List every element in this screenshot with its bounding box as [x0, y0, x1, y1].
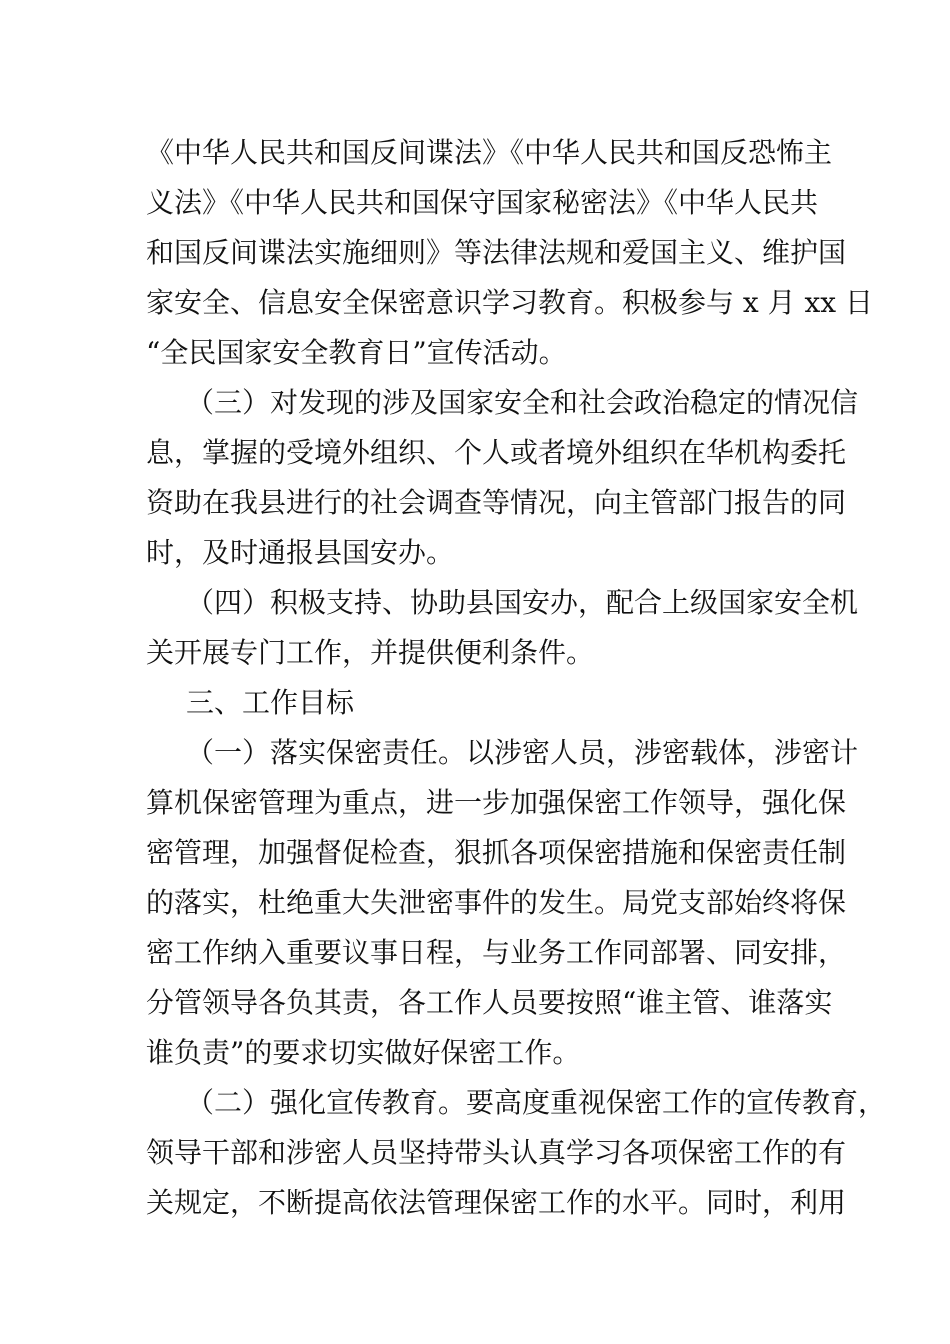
text-line: 分管领导各负其责，各工作人员要按照“谁主管、谁落实: [146, 986, 833, 1019]
text-line: “全民国家安全教育日”宣传活动。: [146, 336, 567, 369]
text-line: 义法》《中华人民共和国保守国家秘密法》《中华人民共: [146, 186, 819, 219]
text-line: 关规定，不断提高依法管理保密工作的水平。同时，利用: [146, 1186, 847, 1219]
goal-two-heading-line: （二）强化宣传教育。要高度重视保密工作的宣传教育，: [186, 1086, 887, 1119]
text-line: 密工作纳入重要议事日程，与业务工作同部署、同安排，: [146, 936, 847, 969]
text-line: 时，及时通报县国安办。: [146, 536, 455, 569]
paragraph-three-heading-line: （三）对发现的涉及国家安全和社会政治稳定的情况信: [186, 386, 859, 419]
text-line: 密管理，加强督促检查，狠抓各项保密措施和保密责任制: [146, 836, 847, 869]
text-line: 息，掌握的受境外组织、个人或者境外组织在华机构委托: [146, 436, 847, 469]
paragraph-four-heading-line: （四）积极支持、协助县国安办，配合上级国家安全机: [186, 586, 859, 619]
text-line: 家安全、信息安全保密意识学习教育。积极参与 x 月 xx 日: [146, 286, 873, 319]
text-line: 的落实，杜绝重大失泄密事件的发生。局党支部始终将保: [146, 886, 847, 919]
goal-one-heading-line: （一）落实保密责任。以涉密人员，涉密载体，涉密计: [186, 736, 859, 769]
section-heading: 三、工作目标: [186, 686, 355, 719]
text-line: 资助在我县进行的社会调查等情况，向主管部门报告的同: [146, 486, 847, 519]
text-line: 领导干部和涉密人员坚持带头认真学习各项保密工作的有: [146, 1136, 847, 1169]
text-line: 算机保密管理为重点，进一步加强保密工作领导，强化保: [146, 786, 847, 819]
text-line: 谁负责”的要求切实做好保密工作。: [146, 1036, 581, 1069]
text-line: 和国反间谍法实施细则》等法律法规和爱国主义、维护国: [146, 236, 847, 269]
text-line: 《中华人民共和国反间谍法》《中华人民共和国反恐怖主: [146, 136, 833, 169]
text-line: 关开展专门工作，并提供便利条件。: [146, 636, 595, 669]
